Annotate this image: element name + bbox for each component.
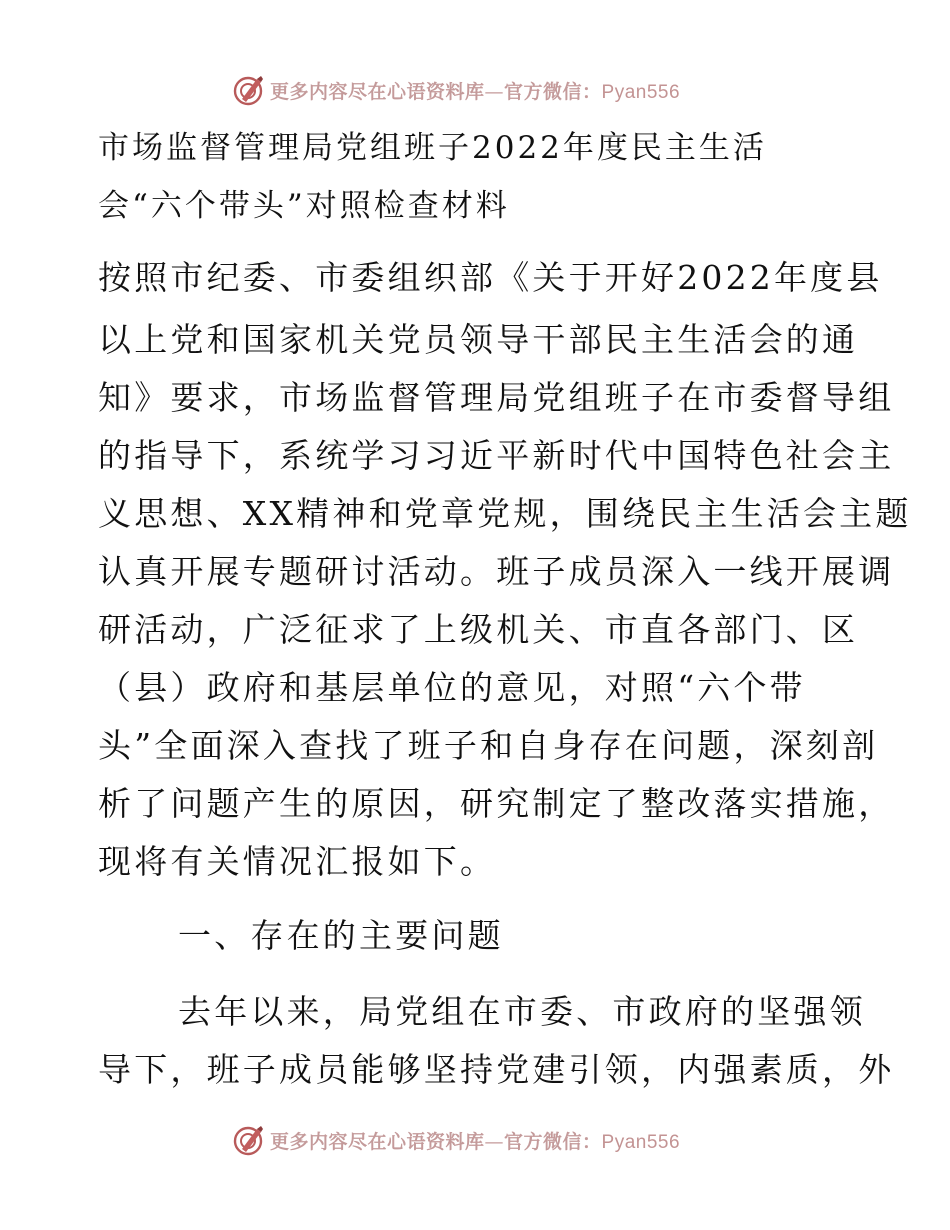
- paragraph-line: 按照市纪委、市委组织部《关于开好2022年度县: [98, 258, 883, 297]
- pen-logo-icon: [232, 1123, 266, 1157]
- watermark-wechat-id: Pyan556: [601, 81, 681, 103]
- paragraph-line: （县）政府和基层单位的意见，对照“六个带: [98, 668, 806, 707]
- paragraph-line: 导下，班子成员能够坚持党建引领，内强素质，外: [98, 1050, 895, 1089]
- watermark-library-name: 更多内容尽在心语资料库: [270, 1130, 485, 1153]
- watermark-wechat-id: Pyan556: [601, 1131, 681, 1153]
- watermark-text: [270, 1127, 680, 1154]
- watermark-official-label: 官方微信：: [504, 80, 602, 103]
- watermark-dash: —: [484, 1130, 505, 1153]
- section-heading: 一、存在的主要问题: [178, 916, 504, 955]
- paragraph-line: 研活动，广泛征求了上级机关、市直各部门、区: [98, 610, 859, 649]
- paragraph-line: 头”全面深入查找了班子和自身存在问题，深刻剖: [98, 726, 879, 765]
- watermark-library-name: 更多内容尽在心语资料库: [270, 80, 485, 103]
- paragraph-line: 认真开展专题研讨活动。班子成员深入一线开展调: [98, 552, 895, 591]
- paragraph-line: 以上党和国家机关党员领导干部民主生活会的通: [98, 320, 859, 359]
- watermark-text: [270, 77, 680, 104]
- paragraph-line: 知》要求，市场监督管理局党组班子在市委督导组: [98, 378, 895, 417]
- title-line-2: 会“六个带头”对照检查材料: [98, 188, 510, 224]
- watermark-footer: [232, 1122, 680, 1158]
- watermark-header: [232, 72, 680, 108]
- paragraph-line: 析了问题产生的原因，研究制定了整改落实措施，: [98, 784, 895, 823]
- watermark-official-label: 官方微信：: [504, 1130, 602, 1153]
- watermark-dash: —: [484, 80, 505, 103]
- title-line-1: 市场监督管理局党组班子2022年度民主生活: [98, 130, 767, 166]
- paragraph-line: 的指导下，系统学习习近平新时代中国特色社会主: [98, 436, 895, 475]
- pen-logo-icon: [232, 73, 266, 107]
- paragraph-line: 现将有关情况汇报如下。: [98, 842, 497, 881]
- paragraph-line: 去年以来，局党组在市委、市政府的坚强领: [178, 992, 866, 1031]
- paragraph-line: 义思想、XX精神和党章党规，围绕民主生活会主题: [98, 494, 912, 533]
